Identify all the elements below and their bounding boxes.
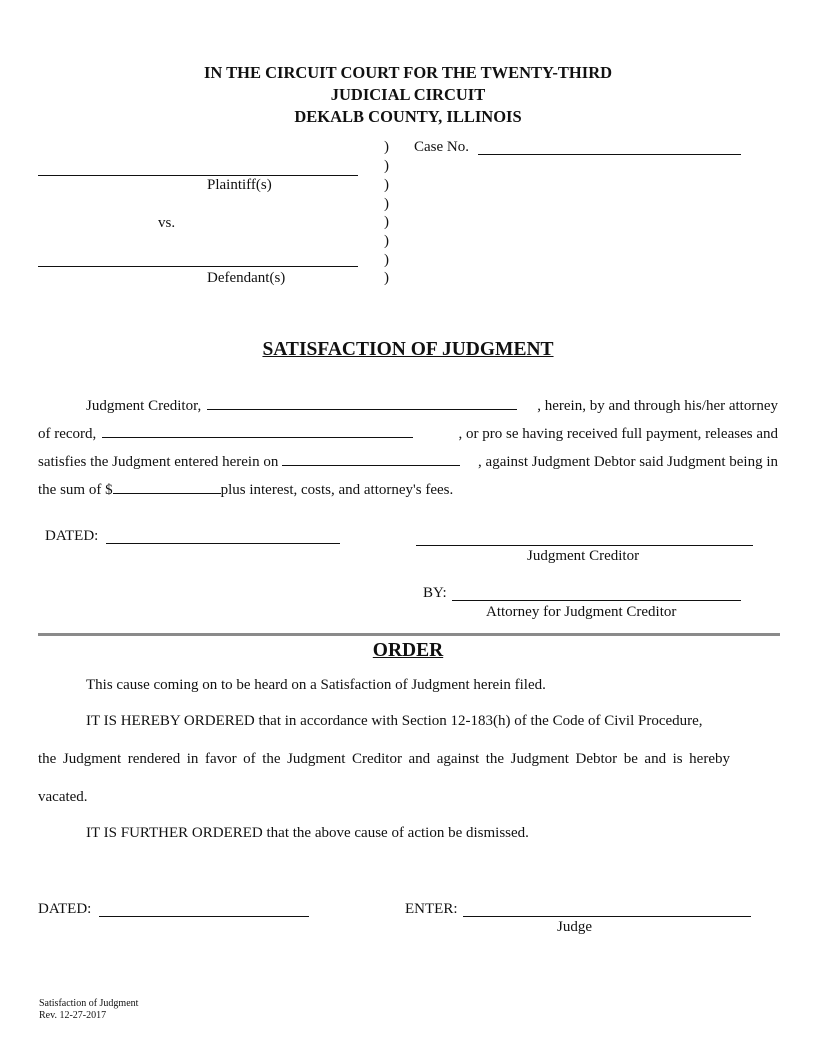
order-line-1: This cause coming on to be heard on a Satisfaction of Judgment herein filed. bbox=[86, 677, 546, 693]
caption-paren: ) bbox=[384, 177, 389, 193]
judgment-amount-field[interactable] bbox=[113, 479, 221, 494]
attorney-label: Attorney for Judgment Creditor bbox=[486, 604, 677, 620]
satisfaction-title: SATISFACTION OF JUDGMENT bbox=[262, 339, 554, 360]
order-date-field[interactable] bbox=[99, 916, 309, 917]
caption-paren: ) bbox=[384, 214, 389, 230]
court-circuit-line: JUDICIAL CIRCUIT bbox=[330, 85, 486, 104]
court-name-line: IN THE CIRCUIT COURT FOR THE TWENTY-THIRD bbox=[203, 63, 613, 82]
caption-paren: ) bbox=[384, 233, 389, 249]
caption-paren: ) bbox=[384, 270, 389, 286]
sum-text: the sum of $ bbox=[38, 482, 113, 498]
judgment-date-field[interactable] bbox=[282, 451, 460, 466]
case-no-label: Case No. bbox=[414, 139, 469, 155]
enter-label: ENTER: bbox=[405, 901, 458, 917]
creditor-signature-field[interactable] bbox=[416, 545, 753, 546]
satisfaction-date-field[interactable] bbox=[106, 543, 340, 544]
defendant-label: Defendant(s) bbox=[207, 270, 286, 286]
order-line-2: IT IS HEREBY ORDERED that in accordance with Section 12-183(h) of the Code of Civil Procedure, bbox=[86, 713, 703, 729]
order-line-4: vacated. bbox=[38, 789, 88, 805]
defendant-name-field[interactable] bbox=[38, 266, 358, 267]
form-revision: Rev. 12-27-2017 bbox=[39, 1010, 107, 1021]
caption-paren: ) bbox=[384, 139, 389, 155]
order-dated-label: DATED: bbox=[38, 901, 92, 917]
creditor-intro-text: Judgment Creditor, bbox=[86, 398, 202, 414]
caption-paren: ) bbox=[384, 196, 389, 212]
case-no-field[interactable] bbox=[478, 154, 741, 155]
by-label: BY: bbox=[423, 585, 447, 601]
order-line-5: IT IS FURTHER ORDERED that the above cause of action be dismissed. bbox=[86, 825, 529, 841]
attorney-signature-field[interactable] bbox=[452, 600, 741, 601]
caption-paren: ) bbox=[384, 252, 389, 268]
versus-label: vs. bbox=[158, 215, 176, 231]
judgment-creditor-field[interactable] bbox=[207, 395, 517, 410]
order-line-3: the Judgment rendered in favor of the Judgment Creditor and against the Judgment Debtor be and is hereby bbox=[38, 751, 730, 767]
court-county-line: DEKALB COUNTY, ILLINOIS bbox=[294, 107, 522, 126]
form-name: Satisfaction of Judgment bbox=[39, 998, 139, 1009]
record-text: of record, bbox=[38, 426, 97, 442]
satisfaction-dated-label: DATED: bbox=[45, 528, 99, 544]
attorney-of-record-field[interactable] bbox=[102, 423, 413, 438]
judgment-debtor-text: , against Judgment Debtor said Judgment being in bbox=[478, 454, 778, 470]
plaintiff-label: Plaintiff(s) bbox=[207, 177, 272, 193]
judge-signature-field[interactable] bbox=[463, 916, 751, 917]
interest-text: plus interest, costs, and attorney's fees. bbox=[220, 482, 454, 498]
judgment-creditor-label: Judgment Creditor bbox=[527, 548, 640, 564]
judge-label: Judge bbox=[557, 919, 592, 935]
satisfies-text: satisfies the Judgment entered herein on bbox=[38, 454, 279, 470]
plaintiff-name-field[interactable] bbox=[38, 175, 358, 176]
satisfaction-paragraph bbox=[38, 392, 778, 504]
full-payment-text: , or pro se having received full payment, releases and bbox=[458, 426, 778, 442]
caption-paren: ) bbox=[384, 158, 389, 174]
section-divider bbox=[38, 633, 780, 636]
creditor-attorney-text: , herein, by and through his/her attorney bbox=[537, 398, 778, 414]
order-title: ORDER bbox=[372, 640, 444, 661]
